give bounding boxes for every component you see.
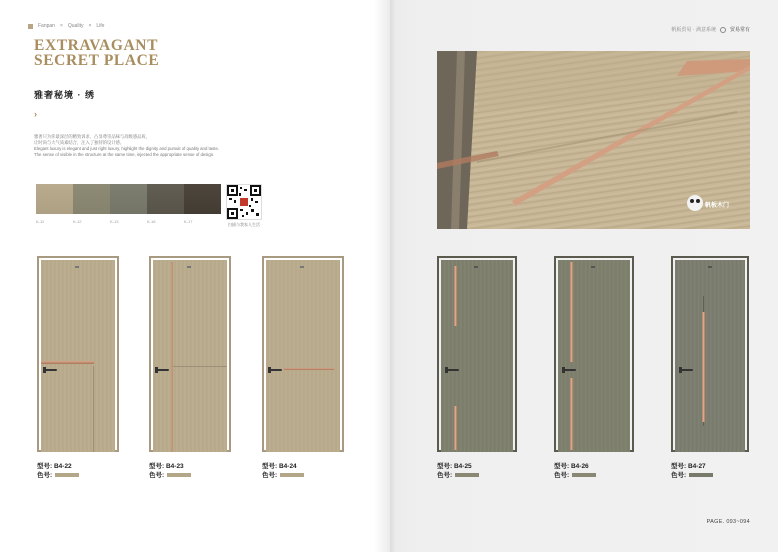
swatch-code: K-11: [36, 219, 45, 224]
color-swatches: [36, 184, 221, 214]
door-viewer: [187, 266, 191, 268]
door-handle: [564, 369, 576, 371]
copper-strip: [284, 368, 334, 370]
page-fold-shadow: [374, 0, 390, 552]
title-line: EXTRAVAGANT: [34, 37, 159, 54]
qr-code[interactable]: [226, 184, 262, 220]
page-number: PAGE. 093~094: [706, 519, 750, 525]
color-chip: [280, 473, 304, 477]
door-spec: [37, 462, 79, 480]
door-leaf: [266, 260, 340, 452]
model-label: 型号: B4-23: [149, 463, 184, 470]
door-b4-23[interactable]: [149, 256, 231, 452]
swatch-code: K-13: [110, 219, 119, 224]
photo-logo: 帆板木门: [705, 203, 730, 209]
title-line: SECRET PLACE: [34, 52, 160, 69]
header-text: 帆板贸易 · 满意系统: [671, 27, 716, 33]
door-seam: [93, 366, 94, 452]
breadcrumb-separator: ×: [88, 23, 92, 29]
color-row: [437, 471, 479, 480]
color-swatch: [147, 184, 184, 214]
color-chip: [167, 473, 191, 477]
room-photo-image: [437, 51, 750, 229]
door-spec: [262, 462, 304, 480]
model-label: 型号: B4-24: [262, 463, 297, 470]
description: [34, 134, 234, 158]
qr-code-icon: [227, 185, 261, 219]
door-viewer: [300, 266, 304, 268]
door-handle: [681, 369, 693, 371]
door-handle: [270, 369, 282, 371]
color-row: [262, 471, 304, 480]
page-title: [34, 38, 159, 68]
color-label: 色号:: [554, 472, 570, 479]
door-leaf: [675, 260, 745, 452]
color-row: [554, 471, 596, 480]
qr-caption: 扫描与我家人生活: [228, 222, 260, 227]
color-swatch: [184, 184, 221, 214]
color-row: [671, 471, 713, 480]
door-b4-22[interactable]: [37, 256, 119, 452]
description-line: Elegant luxury is elegant and just right luxury, highlight the dignity and pursuit of quality and taste.: [34, 146, 220, 151]
description-line: 让时尚与大气质素结合，注入了独特的设计感。: [34, 140, 125, 145]
description-line: 雅奢只为你最深层的精致诉求，凸显尊崇品味与高级感品质，: [34, 134, 151, 139]
copper-strip: [702, 312, 705, 422]
color-chip: [455, 473, 479, 477]
color-chip: [55, 473, 79, 477]
breadcrumb: [28, 23, 104, 29]
breadcrumb-item: Quality: [67, 23, 84, 29]
color-swatch: [73, 184, 110, 214]
swatch-code: K-12: [73, 219, 82, 224]
color-swatch: [36, 184, 73, 214]
copper-strip: [41, 361, 94, 364]
color-swatch: [110, 184, 147, 214]
door-handle: [157, 369, 169, 371]
color-label: 色号:: [437, 472, 453, 479]
circle-icon: [720, 27, 726, 33]
model-label: 型号: B4-26: [554, 463, 589, 470]
right-page: [390, 0, 778, 552]
breadcrumb-item: Fanpan: [38, 23, 55, 29]
door-spec: [554, 462, 596, 480]
copper-strip: [454, 266, 457, 326]
model-label: 型号: B4-22: [37, 463, 72, 470]
room-photo: [437, 51, 750, 229]
copper-strip: [570, 378, 573, 450]
swatch-labels: [36, 219, 221, 224]
door-leaf: [558, 260, 630, 452]
color-chip: [572, 473, 596, 477]
breadcrumb-item: Life: [96, 23, 105, 29]
door-leaf: [153, 260, 227, 452]
door-spec: [671, 462, 713, 480]
header-info: [672, 26, 750, 33]
door-handle: [45, 369, 57, 371]
model-label: 型号: B4-25: [437, 463, 472, 470]
copper-strip: [454, 406, 457, 450]
copper-strip: [171, 262, 173, 452]
copper-strip: [570, 262, 573, 362]
header-brand: 贸易常有: [729, 27, 750, 33]
color-label: 色号:: [37, 472, 53, 479]
door-spec: [437, 462, 479, 480]
color-chip: [689, 473, 713, 477]
swatch-code: K-17: [184, 219, 193, 224]
color-row: [37, 471, 79, 480]
door-viewer: [708, 266, 712, 268]
color-label: 色号:: [149, 472, 165, 479]
door-viewer: [75, 266, 79, 268]
breadcrumb-separator: ×: [59, 23, 63, 29]
door-viewer: [474, 266, 478, 268]
door-seam: [173, 366, 227, 367]
door-b4-27[interactable]: [671, 256, 749, 452]
color-label: 色号:: [671, 472, 687, 479]
color-row: [149, 471, 191, 480]
door-leaf: [441, 260, 513, 452]
swatch-code: K-16: [147, 219, 156, 224]
door-viewer: [591, 266, 595, 268]
door-leaf: [41, 260, 115, 452]
door-b4-24[interactable]: [262, 256, 344, 452]
door-spec: [149, 462, 191, 480]
page-subtitle: 雅奢秘境 · 绣: [34, 90, 95, 100]
door-handle: [447, 369, 459, 371]
description-line: The sense of visible in the structure at the same time, injected the appropriate sense of design.: [34, 152, 215, 157]
color-label: 色号:: [262, 472, 278, 479]
door-b4-25[interactable]: [437, 256, 517, 452]
model-label: 型号: B4-27: [671, 463, 706, 470]
door-b4-26[interactable]: [554, 256, 634, 452]
chevron-right-icon: ›: [34, 109, 37, 119]
square-icon: [28, 24, 33, 29]
